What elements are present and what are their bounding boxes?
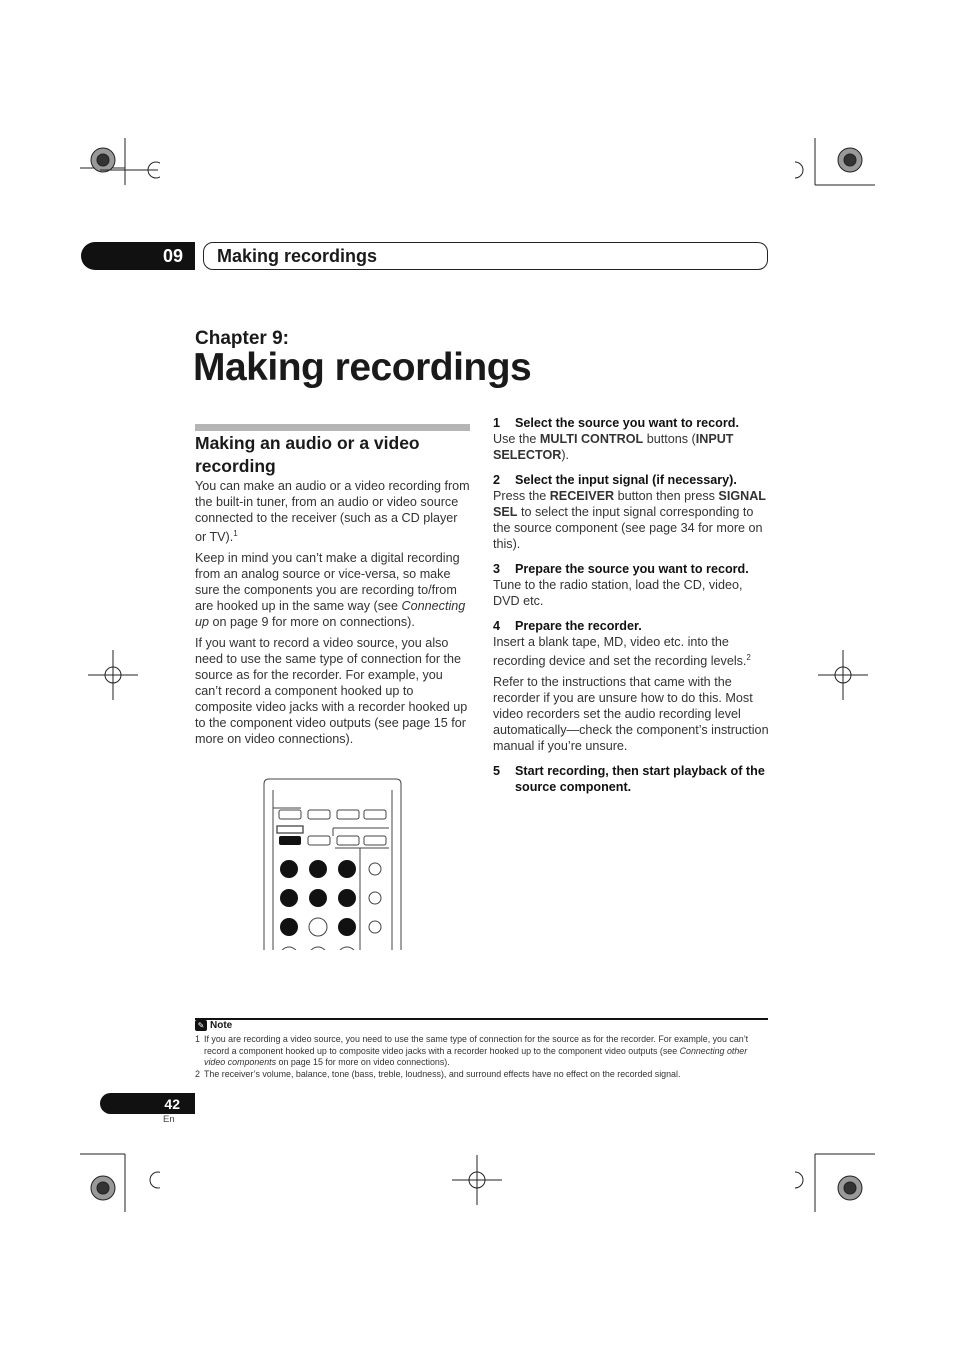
step-title: 3 Prepare the source you want to record. [493, 562, 749, 576]
step-title: 1 Select the source you want to record. [493, 416, 739, 430]
running-header-title: Making recordings [203, 242, 768, 270]
step-text: Insert a blank tape, MD, video etc. into the recording device and set the recording levels.$^2$ Refer to the instructions that came with the recorder if you are unsure how to do this. Most video recorders set the audio recording level automatically—check the component’s instruction manual if you’re unsure. [493, 635, 769, 753]
pencil-note-icon: ✎ [195, 1020, 207, 1031]
chapter-title: Making recordings [193, 346, 532, 389]
note-heading: ✎ Note [195, 1020, 232, 1031]
chapter-label: Chapter 9: [195, 328, 289, 349]
left-column-body [195, 478, 471, 752]
step-text: Tune to the radio station, load the CD, video, DVD etc. [493, 578, 743, 608]
registration-crosshair-left-mid [88, 650, 138, 700]
registration-crosshair-bottom-mid [452, 1155, 502, 1205]
footnote-ref-1: 1 [233, 529, 238, 538]
step-5 [493, 763, 769, 795]
section-rule [195, 424, 470, 431]
footnote-item: 1 If you are recording a video source, you need to use the same type of connection for the source as for the recorder. For example, you can’t record a component hooked up to composite video jacks with a recorder hooked up to the component video outputs (see Connecting other video components on page 15 for more on video connections). [195, 1034, 749, 1068]
body-paragraph-1: You can make an audio or a video recording from the built-in tuner, from an audio or video source connected to the receiver (such as a CD player or TV).$^1$ [195, 479, 470, 544]
step-title: 2 Select the input signal (if necessary). [493, 473, 737, 487]
footnote-item: 2 The receiver’s volume, balance, tone (bass, treble, loudness), and surround effects have no effect on the recorded signal. [195, 1068, 681, 1079]
chapter-number-tab: 09 [81, 242, 195, 270]
page-number: 42 [100, 1093, 195, 1114]
step-text: Use the MULTI CONTROL buttons (INPUT SELECTOR). [493, 432, 734, 462]
registration-mark-top-left [80, 138, 160, 218]
registration-crosshair-right-mid [818, 650, 868, 700]
note-rule [195, 1018, 768, 1020]
registration-mark-top-right [795, 138, 875, 218]
section-heading: Making an audio or a video recording [195, 433, 420, 476]
registration-mark-bottom-right [795, 1152, 875, 1232]
footnotes [195, 1034, 769, 1080]
remote-control-illustration [263, 778, 402, 950]
step-3 [493, 561, 769, 609]
step-2 [493, 472, 769, 552]
body-paragraph-3: If you want to record a video source, you also need to use the same type of connection for the source as for the recorder. For example, you can’t record a component hooked up to composite video jacks with a recorder hooked up to the component video outputs (see page 15 for more on video connections). [195, 636, 468, 746]
step-title: 5 Start recording, then start playback of the source component. [493, 764, 765, 794]
language-code: En [163, 1114, 175, 1125]
registration-mark-bottom-left [80, 1152, 160, 1232]
step-4 [493, 618, 769, 754]
step-text: Press the RECEIVER button then press SIGNAL SEL to select the input signal corresponding to the source component (see page 34 for more on this). [493, 489, 766, 551]
body-paragraph-2: Keep in mind you can’t make a digital recording from an analog source or vice-versa, so make sure the components you are recording to/from are hooked up in the same way (see Connecting up on page 9 for more on connections). [195, 551, 466, 629]
right-column-steps [493, 415, 769, 795]
step-title: 4 Prepare the recorder. [493, 619, 642, 633]
step-1 [493, 415, 769, 463]
